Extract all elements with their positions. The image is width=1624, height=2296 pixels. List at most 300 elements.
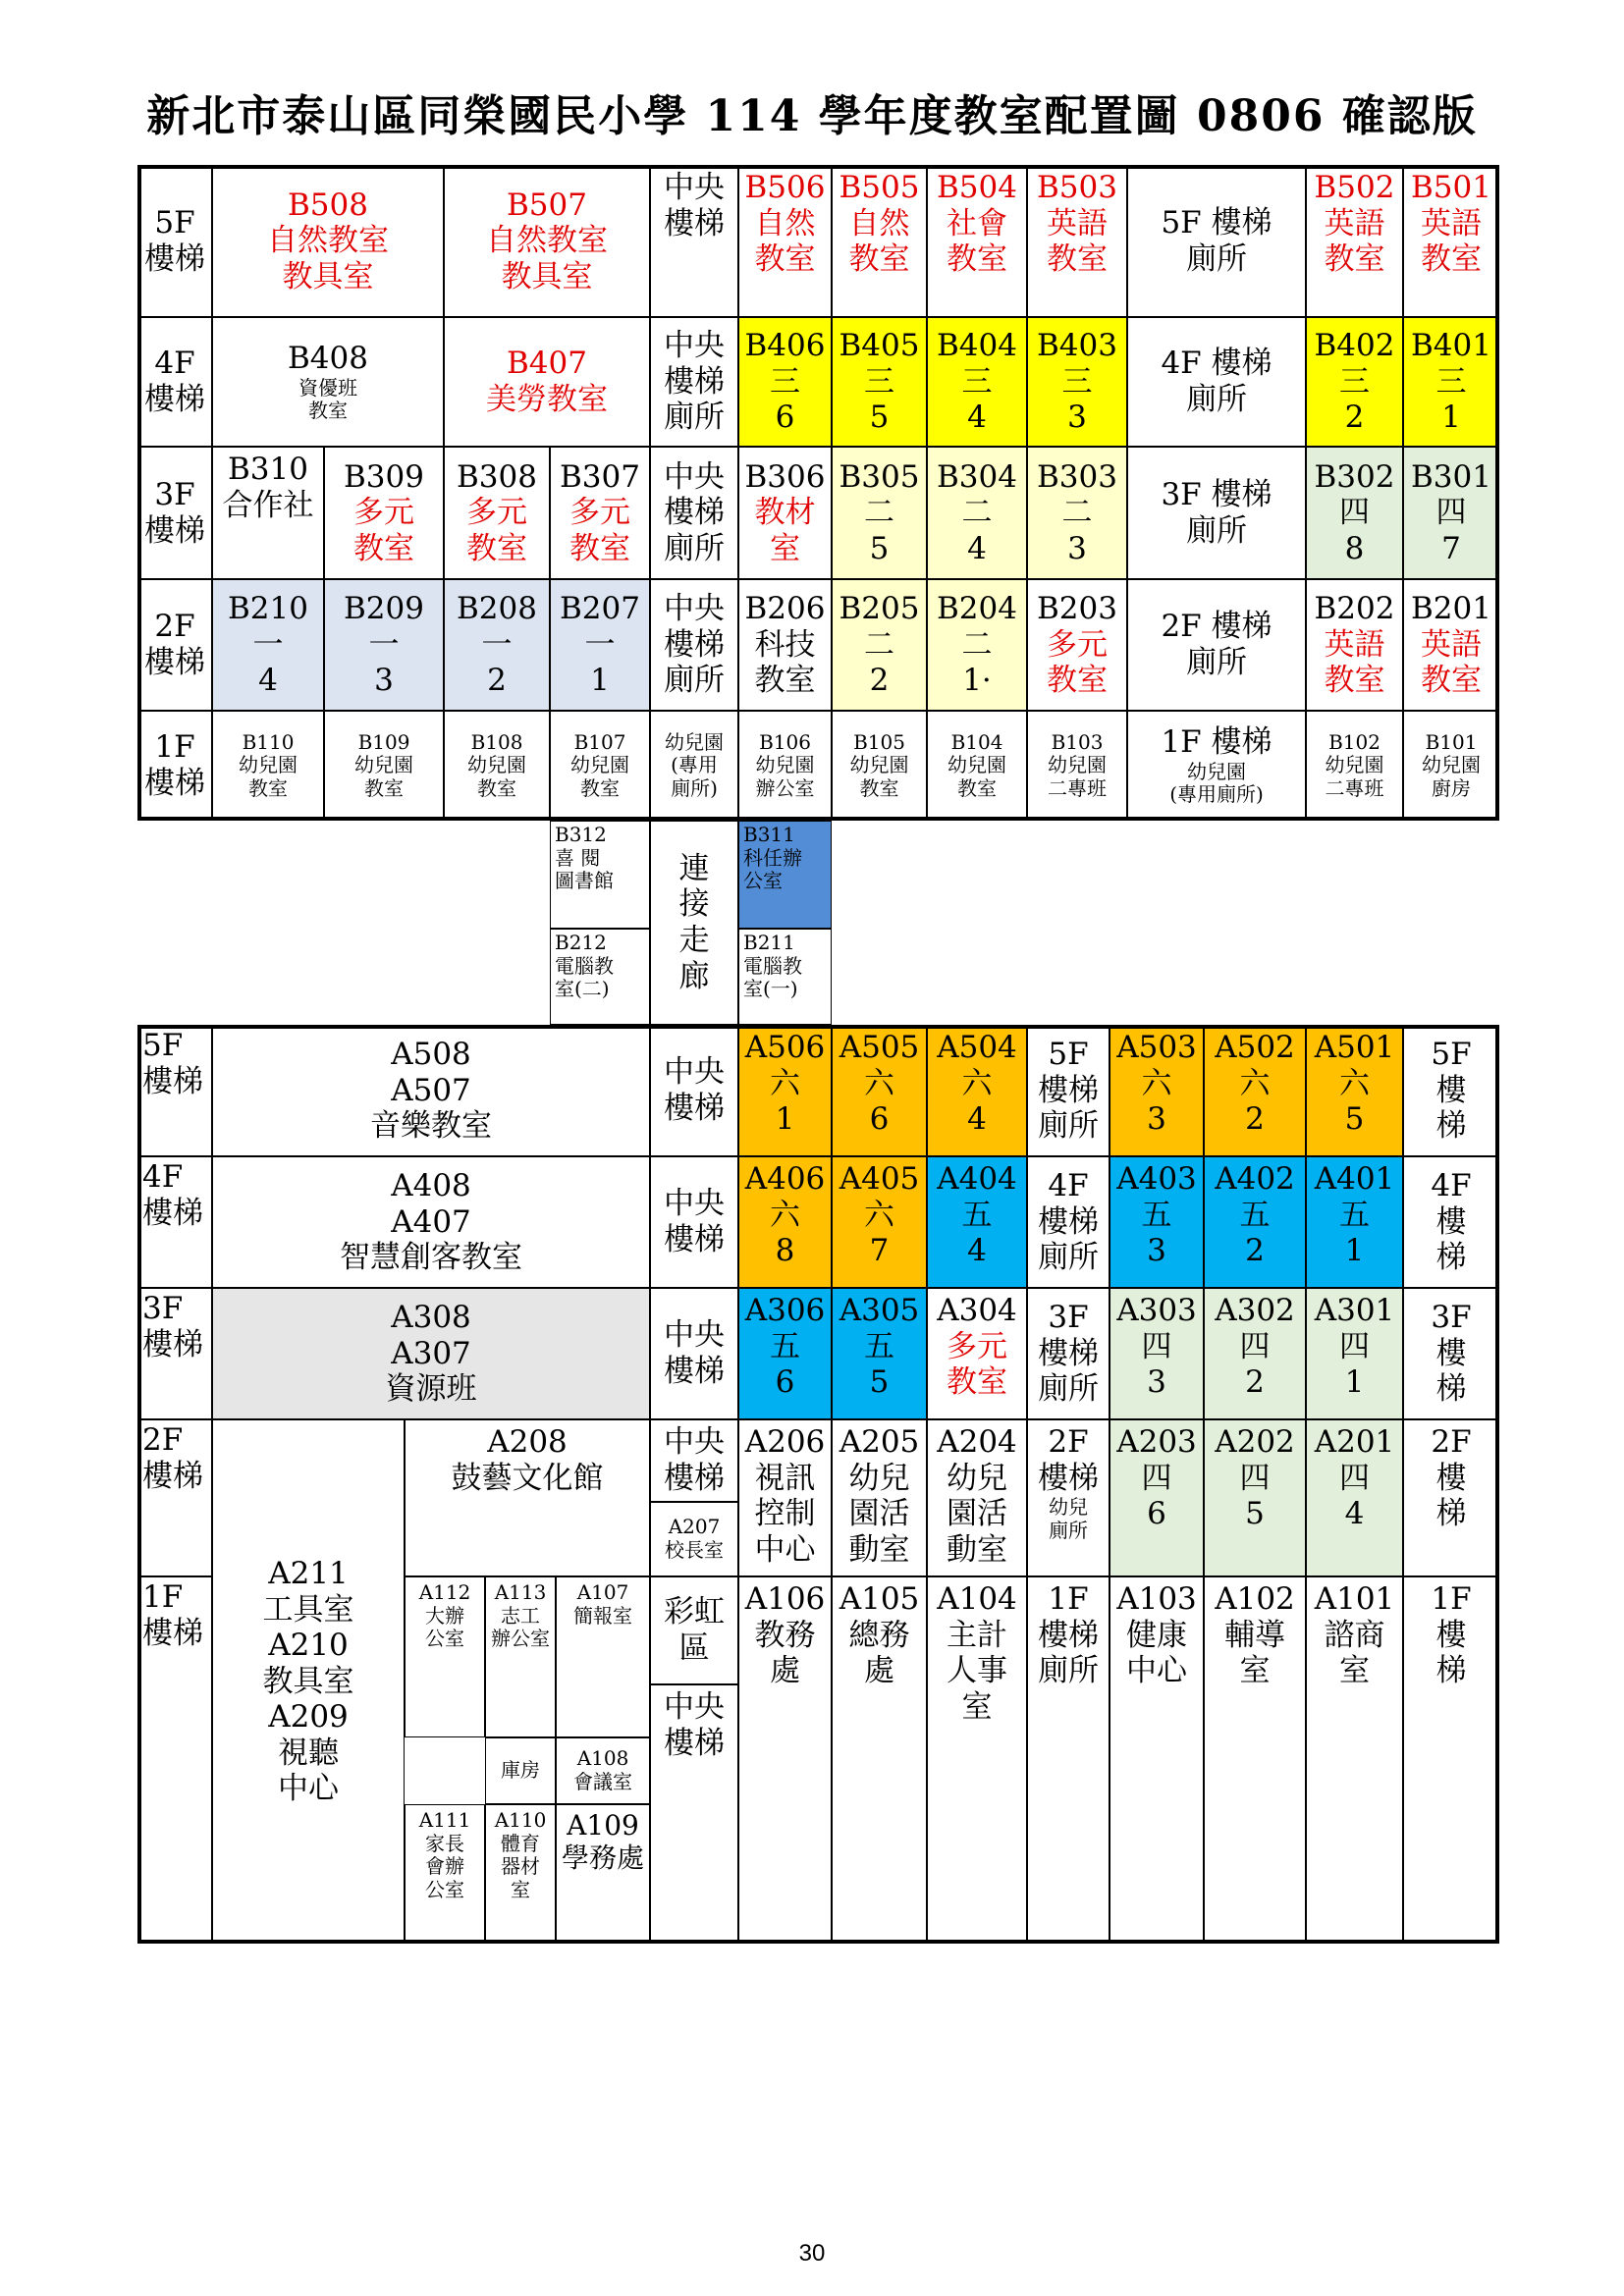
- room-label-line: 公室: [425, 1877, 464, 1901]
- room-label-line: A208: [487, 1424, 568, 1460]
- room-b501: [1403, 165, 1499, 317]
- room-b311: [738, 821, 832, 929]
- room-label-line: 廁所: [664, 663, 725, 699]
- room-label-line: A306: [744, 1293, 826, 1328]
- room-label-line: 6: [1147, 1496, 1166, 1532]
- room-label-line: B206: [744, 591, 826, 627]
- room-label-line: 室: [1239, 1653, 1271, 1689]
- b3f-stair-restroom: [1127, 447, 1306, 579]
- room-label-line: 梯: [1435, 1108, 1467, 1145]
- room-b105: [832, 711, 927, 821]
- room-label-line: B506: [744, 170, 826, 205]
- room-label-line: 3F: [142, 1291, 184, 1326]
- room-b209: [324, 579, 444, 711]
- room-label-line: 樓梯: [664, 1461, 725, 1496]
- room-label-line: 多元: [353, 495, 414, 531]
- room-label-line: 智慧創客教室: [340, 1240, 522, 1276]
- room-b506: [738, 165, 832, 317]
- room-label-line: A305: [839, 1293, 920, 1328]
- room-label-line: 5F: [154, 204, 195, 240]
- room-b402: [1306, 317, 1403, 447]
- room-label-line: 圖書館: [555, 869, 614, 893]
- room-label-line: A205: [839, 1424, 920, 1460]
- room-label-line: 幼兒園: [1325, 753, 1384, 777]
- room-a104: [927, 1576, 1027, 1944]
- room-b210: [212, 579, 324, 711]
- room-label-line: 六: [864, 1197, 894, 1233]
- room-label-line: A407: [391, 1203, 471, 1240]
- room-label-line: B108: [470, 729, 523, 754]
- room-label-line: A206: [744, 1424, 826, 1460]
- room-label-line: 梯: [1435, 1240, 1467, 1276]
- b3f-central-stair: [650, 447, 738, 579]
- room-a403: [1110, 1156, 1204, 1288]
- room-b103: [1027, 711, 1127, 821]
- room-label-line: 志工: [501, 1603, 540, 1628]
- room-label-line: 樓梯: [664, 1354, 725, 1389]
- room-b102: [1306, 711, 1403, 821]
- room-label-line: 四: [1435, 495, 1467, 531]
- room-label-line: 3F: [1431, 1300, 1472, 1336]
- room-b505: [832, 165, 927, 317]
- a4f-east-stair: [1403, 1156, 1499, 1288]
- room-label-line: 幼兒園: [1422, 753, 1481, 777]
- room-storage: [485, 1737, 556, 1804]
- room-label-line: 教室: [1047, 663, 1108, 699]
- room-label-line: 1F: [1048, 1581, 1089, 1617]
- room-a404: [927, 1156, 1027, 1288]
- room-a201: [1306, 1419, 1403, 1576]
- room-label-line: 樓梯: [144, 766, 205, 801]
- room-b205: [832, 579, 927, 711]
- room-label-line: 一: [584, 626, 616, 663]
- room-label-line: 五: [864, 1328, 894, 1364]
- room-label-line: 幼兒園: [239, 753, 298, 777]
- room-a506: [738, 1025, 832, 1156]
- room-a501: [1306, 1025, 1403, 1156]
- room-label-line: B103: [1051, 729, 1104, 754]
- room-a101: [1306, 1576, 1403, 1944]
- room-label-line: A501: [1314, 1030, 1395, 1065]
- room-label-line: 2: [1245, 1101, 1265, 1138]
- room-b203: [1027, 579, 1127, 711]
- b4f-stair-restroom: [1127, 317, 1306, 447]
- room-label-line: 幼兒園: [665, 729, 724, 754]
- room-label-line: A106: [744, 1581, 826, 1617]
- room-label-line: 4F: [1048, 1168, 1089, 1204]
- room-label-line: 五: [1239, 1197, 1271, 1233]
- room-label-line: 6: [775, 1364, 795, 1401]
- a1f-central-stair: [650, 1684, 738, 1944]
- a3f-stair-restroom: [1027, 1288, 1110, 1419]
- room-label-line: 廁所: [1038, 1240, 1099, 1276]
- room-label-line: 中央: [664, 458, 725, 495]
- room-label-line: 六: [770, 1065, 800, 1101]
- room-label-line: 教室: [477, 775, 516, 800]
- room-a112: [405, 1576, 485, 1737]
- room-label-line: 會辦: [425, 1854, 464, 1879]
- room-resource: [212, 1288, 650, 1419]
- room-label-line: 4F 樓梯: [1161, 346, 1272, 382]
- room-label-line: A508: [391, 1037, 471, 1073]
- room-label-line: A503: [1116, 1030, 1197, 1065]
- room-label-line: B203: [1037, 591, 1117, 627]
- a5f-west-stair: [137, 1025, 212, 1156]
- room-label-line: 2: [1245, 1233, 1265, 1269]
- room-label-line: 五: [961, 1197, 993, 1233]
- room-label-line: 中央: [664, 328, 725, 364]
- room-label-line: B110: [242, 729, 295, 754]
- room-b310: [212, 447, 324, 579]
- room-label-line: 接: [678, 886, 710, 923]
- room-label-line: A408: [391, 1168, 471, 1204]
- room-label-line: 視聽: [278, 1735, 339, 1771]
- a3f-west-stair: [137, 1288, 212, 1419]
- room-label-line: 科任辦: [743, 845, 802, 870]
- room-label-line: 會議室: [573, 1770, 632, 1793]
- room-label-line: B107: [573, 729, 626, 754]
- room-label-line: 四: [1339, 1460, 1370, 1496]
- room-label-line: B303: [1037, 458, 1117, 495]
- room-label-line: 二專班: [1048, 775, 1107, 800]
- room-label-line: 室: [770, 530, 800, 566]
- room-a505: [832, 1025, 927, 1156]
- room-label-line: 中心: [278, 1771, 339, 1807]
- room-label-line: 三: [770, 363, 800, 400]
- room-label-line: 教室: [1421, 241, 1482, 278]
- room-label-line: A209: [268, 1699, 349, 1735]
- room-label-line: 中央: [664, 1186, 725, 1222]
- a2f-stair-restroom: [1027, 1419, 1110, 1576]
- room-label-line: B109: [357, 729, 410, 754]
- a4f-west-stair: [137, 1156, 212, 1288]
- room-b207: [550, 579, 650, 711]
- room-label-line: 幼兒: [848, 1460, 910, 1496]
- room-label-line: A109: [567, 1809, 639, 1842]
- room-label-line: 教室: [353, 530, 414, 566]
- room-label-line: 5F: [1431, 1037, 1472, 1073]
- room-label-line: 幼兒園: [849, 753, 909, 777]
- room-b408: [212, 317, 444, 447]
- room-label-line: 教室: [1421, 663, 1482, 699]
- room-a208: [405, 1419, 650, 1576]
- room-label-line: 辦公室: [491, 1627, 550, 1651]
- room-label-line: A104: [937, 1581, 1017, 1617]
- room-label-line: 體育: [501, 1831, 540, 1855]
- room-label-line: 四: [1141, 1460, 1172, 1496]
- room-label-line: 資源班: [385, 1371, 477, 1408]
- room-label-line: B205: [839, 591, 920, 627]
- room-label-line: 樓梯: [144, 512, 205, 549]
- room-b306: [738, 447, 832, 579]
- room-label-line: B403: [1037, 328, 1117, 364]
- room-label-line: 樓梯: [144, 645, 205, 680]
- room-a110: [485, 1804, 556, 1944]
- room-a205: [832, 1419, 927, 1576]
- room-label-line: 園活: [947, 1496, 1007, 1532]
- room-a406: [738, 1156, 832, 1288]
- room-label-line: 大辦: [425, 1603, 464, 1628]
- room-label-line: 教室: [848, 241, 910, 278]
- room-label-line: 多元: [466, 495, 527, 531]
- room-label-line: 廁所: [1049, 1518, 1088, 1542]
- room-label-line: 幼兒園: [755, 753, 815, 777]
- room-label-line: B508: [288, 187, 368, 223]
- room-b110: [212, 711, 324, 821]
- room-a109: [556, 1804, 650, 1944]
- room-label-line: A302: [1215, 1293, 1295, 1328]
- room-label-line: A304: [937, 1293, 1017, 1328]
- room-label-line: B208: [457, 591, 537, 627]
- room-a405: [832, 1156, 927, 1288]
- room-a303: [1110, 1288, 1204, 1419]
- a1f-stair-restroom: [1027, 1576, 1110, 1944]
- room-b303: [1027, 447, 1127, 579]
- room-label-line: 2: [1245, 1364, 1265, 1401]
- room-a106: [738, 1576, 832, 1944]
- room-label-line: 1F 樓梯: [1161, 724, 1272, 761]
- room-label-line: 教室: [569, 530, 630, 566]
- room-label-line: A301: [1314, 1293, 1395, 1328]
- room-label-line: B308: [457, 458, 537, 495]
- room-label-line: 3: [374, 663, 394, 699]
- room-b308: [444, 447, 550, 579]
- room-label-line: 六: [770, 1197, 800, 1233]
- room-label-line: 總務: [848, 1617, 910, 1653]
- room-label-line: A210: [268, 1628, 349, 1664]
- room-a108: [556, 1737, 650, 1804]
- room-label-line: 中央: [664, 591, 725, 627]
- room-label-line: 英語: [1421, 205, 1482, 241]
- room-b301: [1403, 447, 1499, 579]
- room-label-line: 樓梯: [142, 1326, 203, 1362]
- room-label-line: A204: [937, 1424, 1017, 1460]
- room-label-line: 樓: [1435, 1617, 1467, 1653]
- room-label-line: 1: [775, 1101, 795, 1138]
- room-label-line: 教室: [364, 775, 404, 800]
- room-label-line: 動室: [947, 1531, 1007, 1568]
- room-label-line: A113: [494, 1580, 547, 1604]
- room-a402: [1204, 1156, 1306, 1288]
- room-label-line: 公室: [743, 869, 783, 893]
- room-label-line: A505: [839, 1030, 920, 1065]
- room-label-line: 英語: [1421, 626, 1482, 663]
- room-label-line: 梯: [1435, 1496, 1467, 1532]
- room-a203: [1110, 1419, 1204, 1576]
- room-label-line: A108: [576, 1746, 629, 1771]
- room-label-line: 多元: [569, 495, 630, 531]
- a4f-central-stair: [650, 1156, 738, 1288]
- room-label-line: 教室: [580, 775, 620, 800]
- room-label-line: 鼓藝文化館: [451, 1460, 604, 1496]
- room-label-line: 中心: [754, 1531, 816, 1568]
- room-label-line: 廁所: [664, 400, 725, 436]
- room-label-line: 幼兒園: [1048, 753, 1107, 777]
- room-a401: [1306, 1156, 1403, 1288]
- room-label-line: 樓梯: [664, 495, 725, 531]
- room-label-line: 學務處: [561, 1842, 644, 1875]
- room-label-line: 樓梯: [1038, 1335, 1099, 1371]
- room-label-line: 6: [775, 400, 795, 436]
- room-label-line: 教室: [1324, 663, 1385, 699]
- room-label-line: 5F: [142, 1028, 184, 1063]
- room-label-line: 二: [1061, 495, 1093, 531]
- a2f-west-stair: [137, 1419, 212, 1576]
- room-label-line: B312: [555, 823, 607, 846]
- room-a111: [405, 1804, 485, 1944]
- room-b212: [550, 929, 650, 1025]
- b2f-stair-restroom: [1127, 579, 1306, 711]
- room-label-line: 廁所: [664, 530, 725, 566]
- room-label-line: 3F: [154, 476, 195, 512]
- a2f-east-stair: [1403, 1419, 1499, 1576]
- room-label-line: 5: [1344, 1101, 1365, 1138]
- room-label-line: 二: [864, 495, 894, 531]
- room-label-line: 7: [1441, 530, 1461, 566]
- room-label-line: B207: [560, 591, 640, 627]
- room-label-line: 教室: [947, 241, 1007, 278]
- room-label-line: B306: [744, 458, 826, 495]
- room-label-line: B201: [1411, 591, 1491, 627]
- room-b312: [550, 821, 650, 929]
- room-label-line: 處: [864, 1653, 894, 1689]
- b1f-kindergarten-restroom: [650, 711, 738, 821]
- room-label-line: 三: [1435, 363, 1467, 400]
- room-label-line: 樓梯: [1038, 1460, 1099, 1496]
- room-label-line: 5: [1245, 1496, 1265, 1532]
- room-label-line: 英語: [1047, 205, 1108, 241]
- page-number: 30: [798, 2240, 826, 2267]
- room-b403: [1027, 317, 1127, 447]
- room-b206: [738, 579, 832, 711]
- room-label-line: A103: [1116, 1581, 1197, 1617]
- room-b304: [927, 447, 1027, 579]
- room-label-line: A303: [1116, 1293, 1197, 1328]
- room-label-line: 電腦教: [555, 953, 614, 978]
- room-label-line: 三: [864, 363, 894, 400]
- room-label-line: 3F: [1048, 1300, 1089, 1336]
- room-a503: [1110, 1025, 1204, 1156]
- b1f-stair-restroom: [1127, 711, 1306, 821]
- room-label-line: A402: [1215, 1161, 1295, 1197]
- room-label-line: 4: [967, 400, 987, 436]
- room-label-line: 教材: [754, 495, 816, 531]
- room-label-line: 1F: [142, 1579, 184, 1615]
- room-label-line: 彩虹: [664, 1594, 725, 1630]
- page-title: 新北市泰山區同榮國民小學 114 學年度教室配置圖 0806 確認版: [146, 91, 1478, 141]
- room-b109: [324, 711, 444, 821]
- room-b106: [738, 711, 832, 821]
- a1f-west-stair: [137, 1576, 212, 1944]
- room-b502: [1306, 165, 1403, 317]
- room-label-line: 8: [775, 1233, 795, 1269]
- room-label-line: A404: [937, 1161, 1017, 1197]
- room-label-line: 2F: [154, 609, 195, 645]
- room-a504: [927, 1025, 1027, 1156]
- room-label-line: B104: [950, 729, 1003, 754]
- room-a306: [738, 1288, 832, 1419]
- room-b211: [738, 929, 832, 1025]
- room-label-line: 四: [1339, 495, 1370, 531]
- room-label-line: 社會: [947, 205, 1007, 241]
- room-label-line: 廁所: [1038, 1371, 1099, 1408]
- b5f-stair: [137, 165, 212, 317]
- room-label-line: 六: [1141, 1065, 1172, 1101]
- room-label-line: 三: [961, 363, 993, 400]
- room-label-line: 五: [1339, 1197, 1370, 1233]
- room-label-line: A105: [839, 1581, 920, 1617]
- room-label-line: 樓梯: [664, 205, 725, 241]
- room-label-line: 3: [1067, 530, 1087, 566]
- room-a202: [1204, 1419, 1306, 1576]
- room-label-line: 8: [1344, 530, 1365, 566]
- room-label-line: 視訊: [754, 1460, 816, 1496]
- room-label-line: B401: [1411, 328, 1491, 364]
- b2f-central-stair: [650, 579, 738, 711]
- room-label-line: 4F: [1431, 1168, 1472, 1204]
- room-music: [212, 1025, 650, 1156]
- room-label-line: 四: [1339, 1328, 1370, 1364]
- room-label-line: 1F: [154, 729, 195, 766]
- room-label-line: A401: [1314, 1161, 1395, 1197]
- room-label-line: 教室: [947, 1364, 1007, 1401]
- room-label-line: A111: [418, 1808, 471, 1832]
- room-label-line: 廁所: [1186, 382, 1247, 417]
- room-label-line: 幼兒園: [570, 753, 629, 777]
- room-label-line: 喜 閱: [555, 845, 601, 870]
- room-label-line: 中心: [1126, 1653, 1187, 1689]
- room-label-line: 二: [961, 495, 993, 531]
- room-b504: [927, 165, 1027, 317]
- room-b401: [1403, 317, 1499, 447]
- room-label-line: 四: [1239, 1460, 1271, 1496]
- room-label-line: 健康: [1126, 1617, 1187, 1653]
- room-label-line: 樓梯: [664, 1091, 725, 1126]
- room-label-line: 廊: [678, 958, 710, 994]
- room-a107: [556, 1576, 650, 1737]
- room-label-line: 樓梯: [142, 1063, 203, 1099]
- room-b307: [550, 447, 650, 579]
- room-label-line: 室: [511, 1877, 530, 1901]
- room-label-line: 樓: [1435, 1335, 1467, 1371]
- room-label-line: 幼兒園: [354, 753, 413, 777]
- room-a102: [1204, 1576, 1306, 1944]
- room-label-line: 三: [1061, 363, 1093, 400]
- room-label-line: 幼兒園: [467, 753, 526, 777]
- room-label-line: 英語: [1324, 205, 1385, 241]
- room-b406: [738, 317, 832, 447]
- room-label-line: 廁所: [1186, 645, 1247, 680]
- room-label-line: 2F: [1048, 1424, 1089, 1460]
- room-label-line: 室(一): [743, 977, 798, 1001]
- room-label-line: 5F: [1048, 1037, 1089, 1073]
- room-label-line: 主計: [947, 1617, 1007, 1653]
- room-label-line: B404: [937, 328, 1017, 364]
- room-a301: [1306, 1288, 1403, 1419]
- room-b107: [550, 711, 650, 821]
- room-label-line: 4: [967, 1101, 987, 1138]
- room-label-line: 1: [590, 663, 610, 699]
- room-a502: [1204, 1025, 1306, 1156]
- b5f-central-stair: [650, 165, 738, 317]
- room-label-line: 4: [1344, 1496, 1365, 1532]
- room-label-line: 3: [1067, 400, 1087, 436]
- room-label-line: B105: [853, 729, 905, 754]
- room-label-line: B212: [555, 931, 607, 954]
- room-label-line: 中央: [664, 1054, 725, 1091]
- room-label-line: 教務: [754, 1617, 816, 1653]
- room-label-line: 梯: [1435, 1371, 1467, 1408]
